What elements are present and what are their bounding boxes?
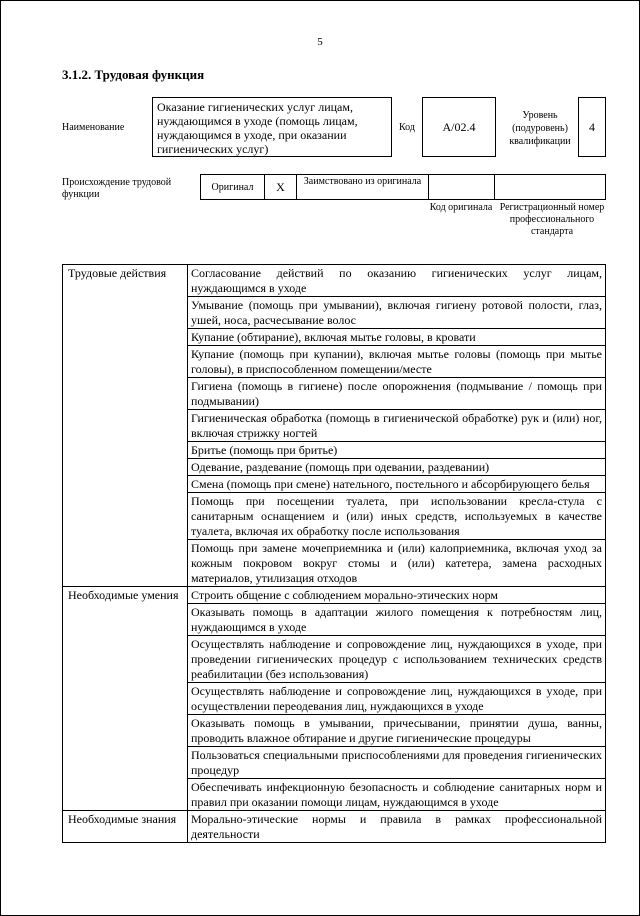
origin-label: Происхождение трудовой функции: [62, 177, 172, 200]
required-skills-item: Осуществлять наблюдение и сопровождение лиц, нуждающихся в уходе, при проведении гигиенических процедур с использованием технических средств реабилитации (без использования): [188, 636, 606, 683]
labor-actions-item: Одевание, раздевание (помощь при одевании, раздевании): [188, 459, 606, 476]
labor-actions-item: Купание (помощь при купании), включая мытье головы (помощь при мытье головы), в приспособленном помещении/месте: [188, 346, 606, 378]
labor-actions-item: Помощь при замене мочеприемника и (или) калоприемника, включая уход за кожным покровом вокруг стомы и (или) катетера, замена расходных материалов, утилизация отходов: [188, 540, 606, 587]
function-name-box: Оказание гигиенических услуг лицам, нуждающимся в уходе (помощь лицам, нуждающимся в уходе, при оказании гигиенических услуг): [152, 97, 392, 157]
function-details-table: [62, 264, 606, 843]
registration-number-cell: [495, 175, 605, 199]
labor-actions-item: Гигиена (помощь в гигиене) после опорожнения (подмывание / помощь при подмывании): [188, 378, 606, 410]
labor-actions-item: Гигиеническая обработка (помощь в гигиенической обработке) рук и (или) ног, включая стрижку ногтей: [188, 410, 606, 442]
registration-number-caption: Регистрационный номер профессионального стандарта: [499, 202, 605, 237]
labor-actions-item: Согласование действий по оказанию гигиенических услуг лицам, нуждающимся в уходе: [188, 265, 606, 297]
labor-actions-item: Смена (помощь при смене) нательного, постельного и абсорбирующего белья: [188, 476, 606, 493]
code-label: Код: [399, 122, 415, 133]
required-skills-label: Необходимые умения: [63, 587, 188, 811]
labor-actions-item: Купание (обтирание), включая мытье головы, в кровати: [188, 329, 606, 346]
origin-row: [200, 174, 606, 200]
original-mark: X: [265, 175, 297, 199]
required-skills-item: Оказывать помощь в адаптации жилого помещения к потребностям лиц, нуждающимся в уходе: [188, 604, 606, 636]
original-label: Оригинал: [201, 175, 265, 199]
table-row: [63, 587, 606, 604]
required-skills-item: Пользоваться специальными приспособлениями для проведения гигиенических процедур: [188, 747, 606, 779]
required-skills-item: Строить общение с соблюдением морально-этических норм: [188, 587, 606, 604]
labor-actions-item: Помощь при посещении туалета, при использовании кресла-стула с санитарным оснащением и (или) иных средств, используемых в качестве туалета, включая их обработку после использования: [188, 493, 606, 540]
qualification-level-box: 4: [578, 97, 606, 157]
labor-actions-item: Бритье (помощь при бритье): [188, 442, 606, 459]
required-knowledge-label: Необходимые знания: [63, 811, 188, 843]
required-skills-item: Осуществлять наблюдение и сопровождение лиц, нуждающихся в уходе, при осуществлении переодевания лиц, нуждающихся в уходе: [188, 683, 606, 715]
qualification-level-label: Уровень (подуровень) квалификации: [509, 110, 571, 147]
table-row: [63, 265, 606, 297]
required-knowledge-item: Морально-этические нормы и правила в рамках профессиональной деятельности: [188, 811, 606, 843]
required-skills-item: Обеспечивать инфекционную безопасность и соблюдение санитарных норм и правил при оказании помощи лицам, нуждающимся в уходе: [188, 779, 606, 811]
section-title: 3.1.2. Трудовая функция: [62, 67, 205, 82]
original-code-caption: Код оригинала: [429, 202, 493, 213]
labor-actions-item: Умывание (помощь при умывании), включая гигиену ротовой полости, глаз, ушей, носа, расчесывание волос: [188, 297, 606, 329]
page-number: 5: [317, 36, 323, 48]
table-row: [63, 811, 606, 843]
function-code-box: A/02.4: [422, 97, 496, 157]
name-label: Наименование: [62, 122, 125, 133]
original-code-cell: [429, 175, 495, 199]
labor-actions-label: Трудовые действия: [63, 265, 188, 587]
borrowed-label: Заимствовано из оригинала: [297, 175, 429, 199]
required-skills-item: Оказывать помощь в умывании, причесывании, принятии душа, ванны, проводить влажное обтирание и другие гигиенические процедуры: [188, 715, 606, 747]
